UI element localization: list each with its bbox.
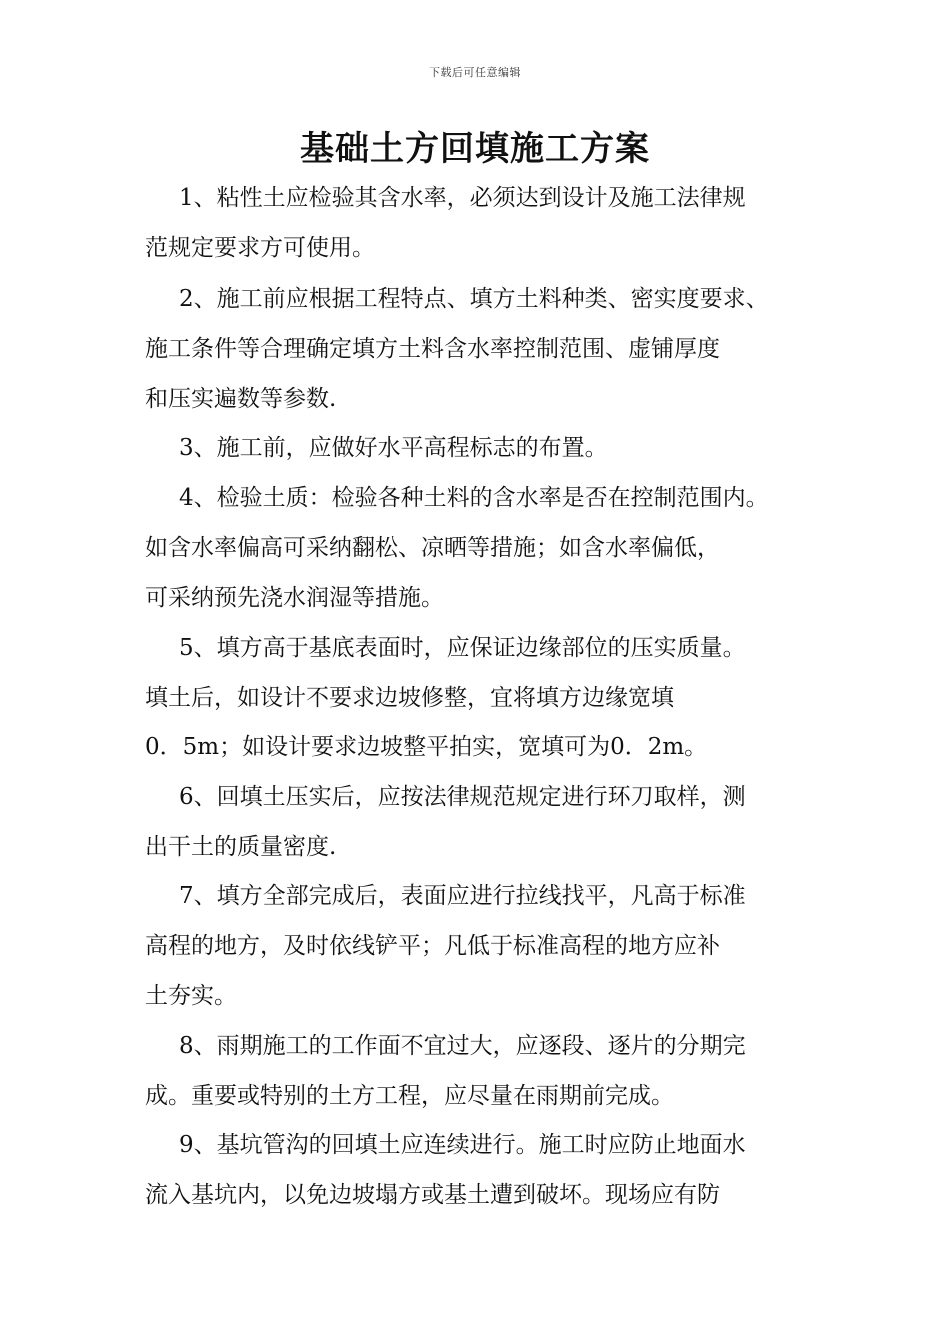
paragraph-line: 高程的地方，及时依线铲平；凡低于标准高程的地方应补 [145, 933, 720, 959]
paragraph-line: 出干土的质量密度. [145, 834, 337, 860]
paragraph-line: 7、填方全部完成后，表面应进行拉线找平，凡高于标准 [179, 883, 746, 909]
paragraph-line: 土夯实。 [145, 983, 237, 1009]
paragraph-line: 1、粘性土应检验其含水率，必须达到设计及施工法律规 [179, 185, 746, 211]
paragraph-line: 范规定要求方可使用。 [145, 235, 375, 261]
paragraph-line: 如含水率偏高可采纳翻松、凉晒等措施；如含水率偏低， [145, 535, 720, 561]
paragraph-line: 填土后，如设计不要求边坡修整，宜将填方边缘宽填 [145, 685, 674, 711]
paragraph-line: 成。重要或特别的土方工程，应尽量在雨期前完成。 [145, 1083, 674, 1109]
page-header-note: 下载后可任意编辑 [429, 66, 521, 79]
document-title: 基础土方回填施工方案 [300, 129, 650, 169]
paragraph-line: 8、雨期施工的工作面不宜过大，应逐段、逐片的分期完 [179, 1033, 746, 1059]
paragraph-line: 流入基坑内，以免边坡塌方或基土遭到破坏。现场应有防 [145, 1182, 720, 1208]
paragraph-line: 3、施工前，应做好水平高程标志的布置。 [179, 435, 608, 461]
paragraph-line: 9、基坑管沟的回填土应连续进行。施工时应防止地面水 [179, 1132, 746, 1158]
paragraph-line: 0．5m；如设计要求边坡整平拍实，宽填可为0．2m。 [145, 734, 708, 760]
paragraph-line: 6、回填土压实后，应按法律规范规定进行环刀取样，测 [179, 784, 746, 810]
paragraph-line: 可采纳预先浇水润湿等措施。 [145, 585, 444, 611]
paragraph-line: 5、填方高于基底表面时，应保证边缘部位的压实质量。 [179, 635, 746, 661]
paragraph-line: 施工条件等合理确定填方土料含水率控制范围、虚铺厚度 [145, 336, 720, 362]
paragraph-line: 和压实遍数等参数. [145, 386, 337, 412]
paragraph-line: 4、检验土质：检验各种土料的含水率是否在控制范围内。 [179, 485, 769, 511]
paragraph-line: 2、施工前应根据工程特点、填方土料种类、密实度要求、 [179, 286, 769, 312]
